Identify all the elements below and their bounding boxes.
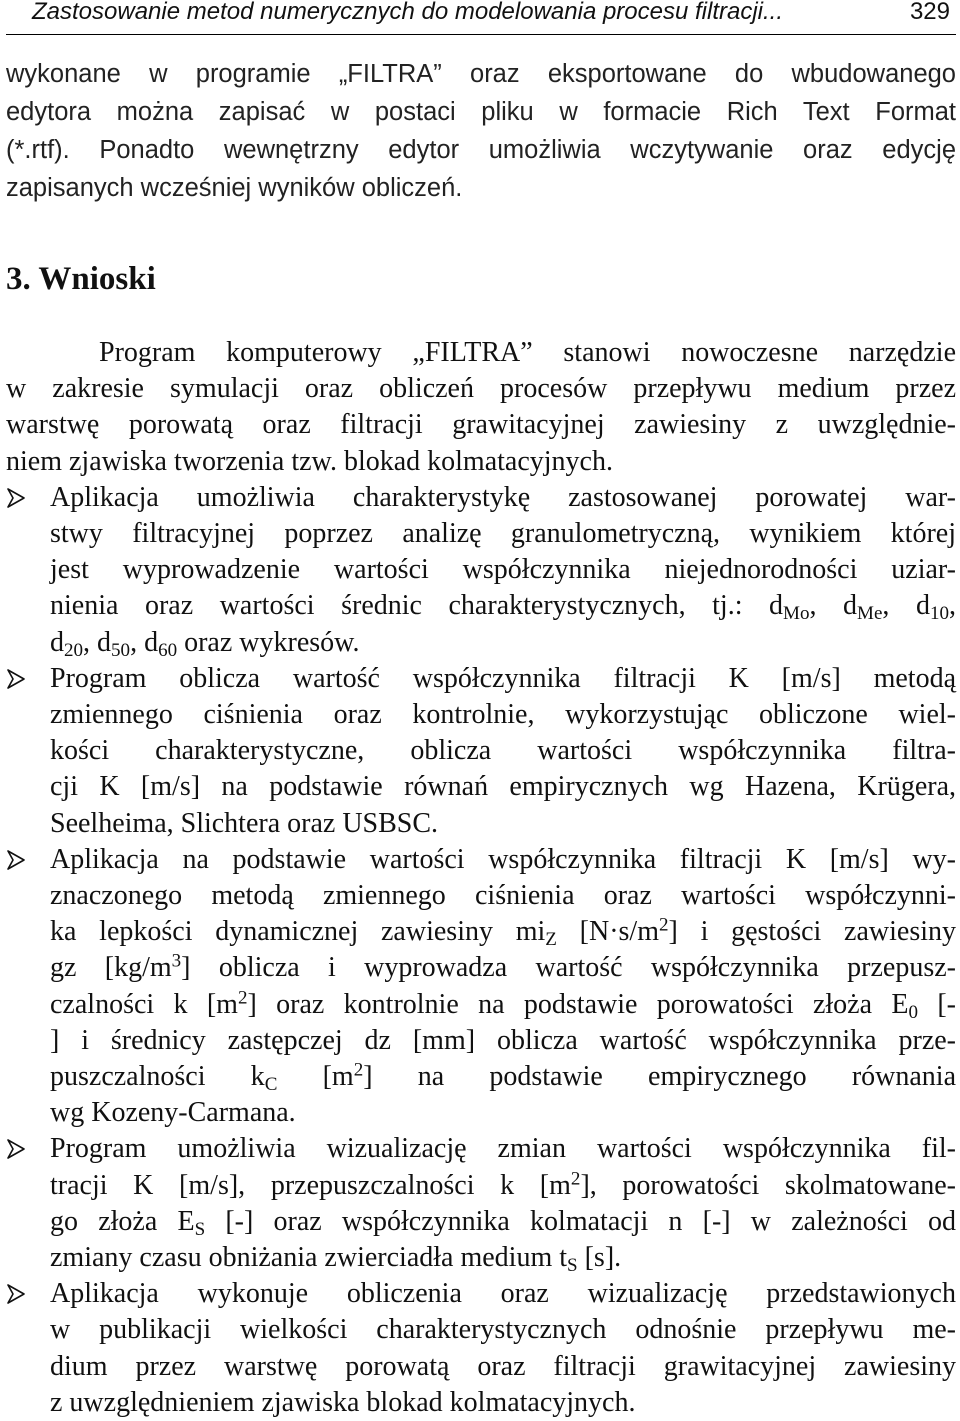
list-item-line: tracji K [m/s], przepuszczalności k $[m^2]$, porowatości skolmatowane- — [50, 1168, 956, 1201]
list-item-line: $d_{20}$, $d_{50}$, $d_{60}$ oraz wykresów. — [50, 626, 360, 661]
running-header — [6, 0, 956, 35]
list-item-line: znaczonego metodą zmiennego ciśnienia oraz wartości współczynni- — [50, 880, 956, 912]
paragraph-line: warstwę porowatą oraz filtracji grawitacyjnej zawiesiny z uwzględnie- — [6, 409, 956, 441]
arrowhead-bullet-icon — [6, 669, 26, 689]
intro-line: edytora można zapisać w postaci pliku w formacie Rich Text Format — [6, 98, 956, 126]
arrowhead-bullet-icon — [6, 850, 26, 870]
paragraph-line: niem zjawiska tworzenia tzw. blokad kolmatacyjnych. — [6, 445, 613, 477]
list-item-line: go złoża $E_S$ [-] oraz współczynnika kolmatacji n [-] w zależności od — [50, 1205, 956, 1240]
arrowhead-bullet-icon — [6, 1284, 26, 1304]
list-item-line: ] i średnicy zastępczej dz [mm] oblicza wartość współczynnika prze- — [50, 1024, 956, 1056]
list-item-line: jest wyprowadzenie wartości współczynnika niejednorodności uziar- — [50, 554, 956, 586]
list-item-line: stwy filtracyjnej poprzez analizę granulometryczną, wynikiem której — [50, 518, 956, 550]
intro-line: zapisanych wcześniej wyników obliczeń. — [6, 174, 463, 202]
section-heading: 3. Wnioski — [6, 261, 156, 297]
list-item-line: czalności k $[m^2]$ oraz kontrolnie na podstawie porowatości złoża $E_0$ [- — [50, 987, 956, 1023]
list-item-line: w publikacji wielkości charakterystycznych odnośnie przepływu me- — [50, 1314, 956, 1346]
list-item-line: Seelheima, Slichtera oraz USBSC. — [50, 807, 439, 839]
list-item-line: Program oblicza wartość współczynnika filtracji K [m/s] metodą — [50, 662, 956, 694]
list-item — [6, 661, 956, 842]
list-item-line: kości charakterystyczne, oblicza wartości współczynnika filtra- — [50, 735, 956, 767]
page-number: 329 — [909, 0, 950, 25]
list-item-line: gz $[kg/m^3]$ oblicza i wyprowadza wartość współczynnika przepusz- — [50, 950, 957, 984]
intro-line: (*.rtf). Ponadto wewnętrzny edytor umożliwia wczytywanie oraz edycję — [6, 136, 956, 164]
conclusions-paragraph — [6, 335, 956, 480]
list-item-line: nienia oraz wartości średnic charakterystycznych, tj.: $d_{Mo}$, $d_{Me}$, $d_{10}$, — [50, 590, 957, 625]
list-item-line: Aplikacja umożliwia charakterystykę zastosowanej porowatej war- — [50, 481, 956, 513]
running-header-title: Zastosowanie metod numerycznych do modelowania procesu filtracji... — [32, 0, 784, 25]
list-item-line: dium przez warstwę porowatą oraz filtracji grawitacyjnej zawiesiny — [50, 1350, 956, 1382]
conclusions-list — [6, 480, 956, 1421]
list-item — [6, 842, 956, 1132]
list-item-line: Aplikacja wykonuje obliczenia oraz wizualizację przedstawionych — [50, 1278, 956, 1310]
list-item-line: wg Kozeny-Carmana. — [50, 1097, 296, 1129]
intro-paragraph — [6, 55, 956, 207]
paragraph-line: w zakresie symulacji oraz obliczeń procesów przepływu medium przez — [6, 373, 956, 405]
intro-line: wykonane w programie „FILTRA” oraz eksportowane do wbudowanego — [6, 60, 956, 88]
list-item — [6, 1131, 956, 1276]
paragraph-line: Program komputerowy „FILTRA” stanowi nowoczesne narzędzie — [99, 337, 956, 368]
list-item-line: cji K [m/s] na podstawie równań empirycznych wg Hazena, Krügera, — [50, 771, 956, 803]
list-item-line: puszczalności $k_C$ $[m^2]$ na podstawie empirycznego równania — [50, 1059, 956, 1095]
list-item — [6, 480, 956, 661]
list-item-line: z uwzględnieniem zjawiska blokad kolmatacyjnych. — [50, 1386, 636, 1418]
list-item-line: ka lepkości dynamicznej zawiesiny $mi_Z$ $[N\cdot s/m^2]$ i gęstości zawiesiny — [50, 914, 956, 950]
arrowhead-bullet-icon — [6, 488, 26, 508]
list-item-line: zmiany czasu obniżania zwierciadła medium $t_S$ [s]. — [50, 1242, 622, 1276]
list-item-line: Aplikacja na podstawie wartości współczynnika filtracji K [m/s] wy- — [50, 843, 956, 875]
arrowhead-bullet-icon — [6, 1139, 26, 1159]
list-item — [6, 1276, 956, 1421]
list-item-line: zmiennego ciśnienia oraz kontrolnie, wykorzystując obliczone wiel- — [50, 699, 956, 731]
list-item-line: Program umożliwia wizualizację zmian wartości współczynnika fil- — [50, 1133, 956, 1165]
